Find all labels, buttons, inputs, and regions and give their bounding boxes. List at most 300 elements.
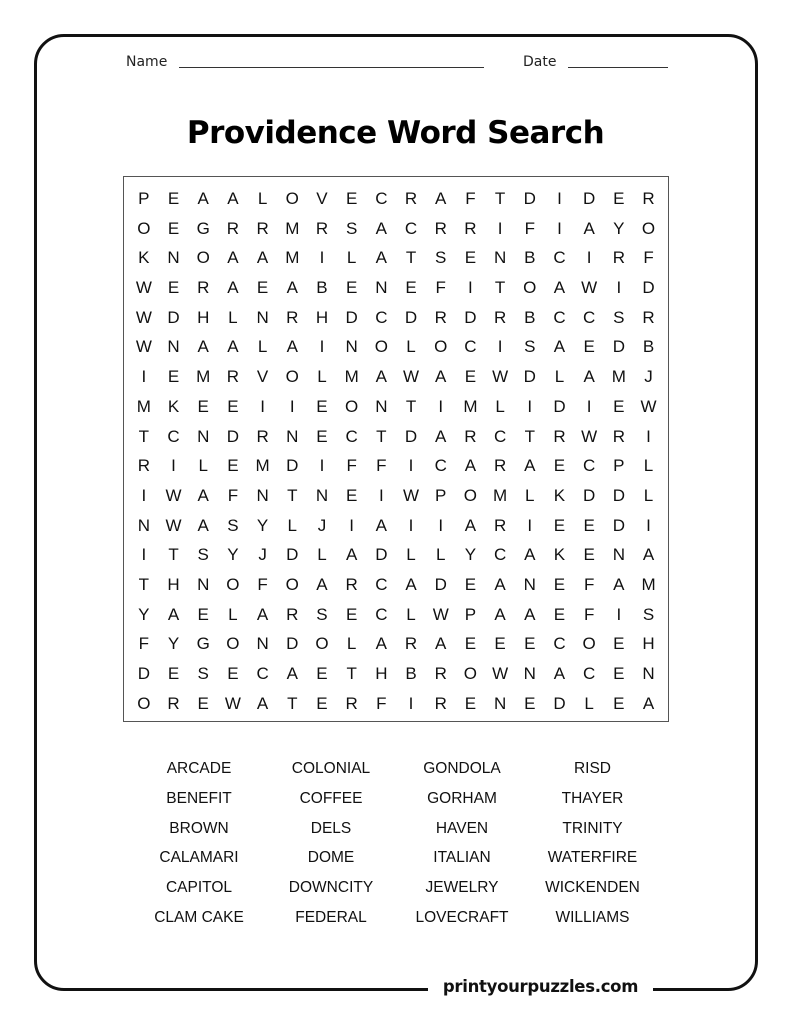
grid-cell[interactable]: E [494,634,506,654]
grid-cell[interactable]: O [641,218,656,238]
grid-cell[interactable]: E [553,515,566,535]
grid-cell[interactable]: I [557,189,562,208]
grid-cell[interactable]: A [524,456,536,476]
grid-cell[interactable]: M [285,248,300,268]
grid-cell[interactable]: C [553,248,566,268]
grid-cell[interactable]: E [316,426,328,446]
grid-cell[interactable]: T [168,545,179,565]
grid-cell[interactable]: P [138,189,150,208]
grid-cell[interactable]: T [346,664,357,683]
grid-cell[interactable]: E [197,604,209,624]
grid-cell[interactable]: I [527,515,533,535]
grid-cell[interactable]: D [553,396,566,416]
grid-cell[interactable]: L [495,396,505,416]
grid-cell[interactable]: Y [464,545,477,565]
grid-cell[interactable]: D [553,693,566,713]
grid-cell[interactable]: N [612,545,625,565]
grid-cell[interactable]: Y [227,545,239,565]
grid-cell[interactable]: E [167,664,180,683]
grid-cell[interactable]: R [286,307,299,327]
grid-cell[interactable]: R [345,574,358,594]
grid-cell[interactable]: I [319,456,325,476]
grid-cell[interactable]: A [286,278,298,298]
grid-cell[interactable]: R [286,604,299,624]
grid-cell[interactable]: N [493,693,507,713]
grid-cell[interactable]: I [438,515,444,535]
grid-cell[interactable]: A [464,456,477,476]
grid-cell[interactable]: V [316,189,328,208]
grid-cell[interactable]: A [494,574,506,594]
grid-cell[interactable]: I [378,485,384,505]
grid-cell[interactable]: E [316,693,328,713]
grid-cell[interactable]: C [464,337,477,357]
grid-cell[interactable]: F [227,485,239,505]
grid-cell[interactable]: A [435,426,447,446]
grid-cell[interactable]: I [289,396,295,416]
grid-cell[interactable]: L [554,367,565,387]
grid-cell[interactable]: D [286,634,299,654]
grid-cell[interactable]: R [315,218,329,238]
grid-cell[interactable]: A [256,693,269,713]
grid-cell[interactable]: R [434,664,447,683]
grid-cell[interactable]: E [197,693,209,713]
grid-cell[interactable]: F [257,574,268,594]
grid-cell[interactable]: N [256,307,269,327]
grid-cell[interactable]: N [315,485,329,505]
name-field-line[interactable] [179,67,484,68]
grid-cell[interactable]: A [553,664,566,683]
grid-cell[interactable]: M [493,485,508,505]
grid-cell[interactable]: N [256,634,269,654]
grid-cell[interactable]: C [553,307,566,327]
grid-cell[interactable]: E [167,218,180,238]
grid-cell[interactable]: A [435,367,447,387]
grid-cell[interactable]: J [644,367,653,387]
grid-cell[interactable]: N [375,278,388,298]
grid-cell[interactable]: L [435,545,446,565]
grid-cell[interactable]: W [135,278,152,298]
grid-cell[interactable]: F [465,189,476,208]
grid-cell[interactable]: T [287,693,298,713]
grid-cell[interactable]: D [583,189,596,208]
grid-cell[interactable]: I [171,456,176,476]
grid-cell[interactable]: W [135,337,152,357]
grid-cell[interactable]: D [464,307,477,327]
grid-cell[interactable]: B [316,278,328,298]
grid-cell[interactable]: R [493,515,507,535]
grid-cell[interactable]: A [227,337,239,357]
grid-cell[interactable]: W [224,693,241,713]
grid-cell[interactable]: Y [256,515,269,535]
grid-cell[interactable]: B [524,248,536,268]
grid-cell[interactable]: L [643,485,654,505]
grid-cell[interactable]: I [349,515,355,535]
grid-cell[interactable]: N [642,664,655,683]
grid-cell[interactable]: M [641,574,656,594]
grid-cell[interactable]: T [494,278,506,298]
grid-cell[interactable]: T [524,426,535,446]
grid-cell[interactable]: D [375,545,388,565]
grid-cell[interactable]: R [434,307,447,327]
grid-cell[interactable]: D [167,307,180,327]
grid-cell[interactable]: T [287,485,298,505]
grid-cell[interactable]: A [286,337,298,357]
grid-cell[interactable]: A [256,604,269,624]
grid-cell[interactable]: C [375,604,388,624]
grid-cell[interactable]: N [167,248,180,268]
grid-cell[interactable]: O [315,634,329,654]
grid-cell[interactable]: I [586,248,592,268]
grid-cell[interactable]: O [523,278,537,298]
grid-cell[interactable]: E [583,337,595,357]
grid-cell[interactable]: A [197,189,209,208]
grid-cell[interactable]: R [226,367,240,387]
grid-cell[interactable]: R [256,426,269,446]
grid-cell[interactable]: D [137,664,150,683]
grid-cell[interactable]: N [197,574,210,594]
grid-cell[interactable]: C [345,426,358,446]
grid-cell[interactable]: E [583,515,595,535]
grid-cell[interactable]: A [227,248,239,268]
grid-cell[interactable]: O [285,367,299,387]
grid-cell[interactable]: D [612,485,625,505]
grid-cell[interactable]: E [524,634,536,654]
grid-cell[interactable]: D [226,426,240,446]
grid-cell[interactable]: R [464,218,477,238]
grid-cell[interactable]: A [553,337,566,357]
grid-cell[interactable]: T [405,396,417,416]
grid-cell[interactable]: A [435,634,447,654]
grid-cell[interactable]: W [492,664,509,683]
grid-cell[interactable]: S [613,307,625,327]
grid-cell[interactable]: G [196,218,210,238]
grid-cell[interactable]: A [524,545,536,565]
grid-cell[interactable]: C [375,574,388,594]
grid-cell[interactable]: L [406,545,416,565]
grid-cell[interactable]: I [141,485,147,505]
grid-cell[interactable]: M [344,367,359,387]
grid-cell[interactable]: R [493,456,507,476]
grid-cell[interactable]: W [403,367,420,387]
grid-cell[interactable]: D [523,189,536,208]
grid-cell[interactable]: A [375,634,388,654]
grid-cell[interactable]: C [256,664,269,683]
date-field-line[interactable] [568,67,668,68]
grid-cell[interactable]: I [141,367,147,387]
grid-cell[interactable]: E [227,664,239,683]
grid-cell[interactable]: W [581,426,598,446]
grid-cell[interactable]: E [553,574,566,594]
grid-cell[interactable]: N [286,426,299,446]
grid-cell[interactable]: A [167,604,180,624]
grid-cell[interactable]: C [375,189,388,208]
grid-cell[interactable]: R [404,189,418,208]
grid-cell[interactable]: E [345,189,358,208]
grid-cell[interactable]: D [286,456,299,476]
grid-cell[interactable]: A [375,367,388,387]
grid-cell[interactable]: H [375,664,388,683]
grid-cell[interactable]: H [642,634,655,654]
grid-cell[interactable]: L [198,456,208,476]
grid-cell[interactable]: I [408,693,414,713]
grid-cell[interactable]: H [167,574,180,594]
grid-cell[interactable]: Y [138,604,150,624]
grid-cell[interactable]: O [137,693,151,713]
grid-cell[interactable]: O [345,396,359,416]
grid-cell[interactable]: T [138,574,150,594]
grid-cell[interactable]: C [375,307,388,327]
grid-cell[interactable]: O [463,485,478,505]
grid-cell[interactable]: L [228,604,238,624]
grid-cell[interactable]: L [257,189,268,208]
grid-cell[interactable]: R [345,693,358,713]
grid-cell[interactable]: G [196,634,210,654]
grid-cell[interactable]: A [553,278,566,298]
grid-cell[interactable]: I [497,218,503,238]
grid-cell[interactable]: D [523,367,536,387]
grid-cell[interactable]: W [640,396,657,416]
grid-cell[interactable]: F [346,456,357,476]
grid-cell[interactable]: A [613,574,625,594]
grid-cell[interactable]: F [138,634,150,654]
grid-cell[interactable]: R [553,426,566,446]
grid-cell[interactable]: K [138,248,150,268]
grid-cell[interactable]: E [167,367,180,387]
grid-cell[interactable]: R [434,218,447,238]
grid-cell[interactable]: D [612,337,625,357]
grid-cell[interactable]: S [197,545,209,565]
grid-cell[interactable]: Y [613,218,625,238]
grid-cell[interactable]: L [346,634,357,654]
grid-cell[interactable]: I [319,248,325,268]
grid-cell[interactable]: O [582,634,596,654]
grid-cell[interactable]: L [584,693,594,713]
grid-cell[interactable]: F [643,248,654,268]
grid-cell[interactable]: A [494,604,506,624]
grid-cell[interactable]: E [613,664,625,683]
grid-cell[interactable]: E [613,189,625,208]
grid-cell[interactable]: E [464,693,477,713]
grid-cell[interactable]: I [646,426,651,446]
grid-cell[interactable]: D [404,307,418,327]
grid-cell[interactable]: C [583,456,596,476]
grid-cell[interactable]: W [403,485,420,505]
grid-cell[interactable]: D [434,574,447,594]
grid-cell[interactable]: R [404,634,418,654]
grid-cell[interactable]: A [375,248,388,268]
grid-cell[interactable]: A [642,693,655,713]
grid-cell[interactable]: C [493,426,507,446]
grid-cell[interactable]: F [583,604,595,624]
grid-cell[interactable]: L [525,485,535,505]
grid-cell[interactable]: M [285,218,300,238]
grid-cell[interactable]: I [586,396,592,416]
grid-cell[interactable]: C [583,664,596,683]
grid-cell[interactable]: E [613,634,625,654]
grid-cell[interactable]: W [135,307,152,327]
grid-cell[interactable]: S [316,604,328,624]
grid-cell[interactable]: F [583,574,595,594]
grid-cell[interactable]: B [524,307,536,327]
grid-cell[interactable]: O [434,337,448,357]
grid-cell[interactable]: N [493,248,507,268]
grid-cell[interactable]: V [256,367,269,387]
grid-cell[interactable]: C [404,218,418,238]
grid-cell[interactable]: C [583,307,596,327]
grid-cell[interactable]: M [463,396,478,416]
grid-cell[interactable]: E [345,278,358,298]
grid-cell[interactable]: R [464,426,477,446]
grid-cell[interactable]: E [464,574,477,594]
grid-cell[interactable]: A [197,485,209,505]
grid-cell[interactable]: L [406,337,416,357]
grid-cell[interactable]: E [613,396,625,416]
grid-cell[interactable]: I [438,396,444,416]
grid-cell[interactable]: E [227,456,239,476]
grid-cell[interactable]: N [345,337,358,357]
grid-cell[interactable]: S [524,337,536,357]
grid-cell[interactable]: D [286,545,299,565]
grid-cell[interactable]: W [581,278,598,298]
grid-cell[interactable]: R [612,426,625,446]
grid-cell[interactable]: A [286,664,298,683]
grid-cell[interactable]: A [435,189,447,208]
grid-cell[interactable]: A [197,337,209,357]
grid-cell[interactable]: C [553,634,566,654]
grid-cell[interactable]: E [583,545,595,565]
grid-cell[interactable]: H [197,307,210,327]
grid-cell[interactable]: W [492,367,509,387]
grid-cell[interactable]: R [642,307,655,327]
grid-cell[interactable]: A [197,515,209,535]
grid-cell[interactable]: E [316,664,328,683]
grid-cell[interactable]: W [432,604,449,624]
grid-cell[interactable]: M [196,367,211,387]
grid-cell[interactable]: J [317,515,327,535]
grid-cell[interactable]: K [553,545,566,565]
grid-cell[interactable]: R [197,278,210,298]
grid-cell[interactable]: F [524,218,535,238]
grid-cell[interactable]: N [523,664,536,683]
grid-cell[interactable]: E [345,485,358,505]
grid-cell[interactable]: B [405,664,417,683]
grid-cell[interactable]: N [375,396,388,416]
grid-cell[interactable]: A [375,218,388,238]
grid-cell[interactable]: F [435,278,446,298]
grid-cell[interactable]: D [404,426,418,446]
grid-cell[interactable]: N [167,337,180,357]
grid-cell[interactable]: B [642,337,655,357]
grid-cell[interactable]: A [583,218,595,238]
grid-cell[interactable]: M [255,456,270,476]
grid-cell[interactable]: E [167,189,180,208]
grid-cell[interactable]: T [138,426,150,446]
grid-cell[interactable]: P [464,604,477,624]
grid-cell[interactable]: E [464,248,477,268]
grid-cell[interactable]: A [256,248,269,268]
grid-cell[interactable]: O [196,248,210,268]
grid-cell[interactable]: S [435,248,447,268]
grid-cell[interactable]: A [524,604,536,624]
grid-cell[interactable]: I [527,396,533,416]
grid-cell[interactable]: P [435,485,447,505]
grid-cell[interactable]: O [137,218,151,238]
grid-cell[interactable]: E [553,604,566,624]
grid-cell[interactable]: A [642,545,655,565]
grid-cell[interactable]: F [376,456,387,476]
grid-cell[interactable]: S [345,218,358,238]
grid-cell[interactable]: L [406,604,416,624]
grid-cell[interactable]: D [642,278,655,298]
grid-cell[interactable]: I [408,515,414,535]
grid-cell[interactable]: R [226,218,240,238]
grid-cell[interactable]: E [464,634,477,654]
grid-cell[interactable]: I [319,337,325,357]
grid-cell[interactable]: E [227,396,239,416]
grid-cell[interactable]: I [141,545,147,565]
grid-cell[interactable]: T [405,248,417,268]
grid-cell[interactable]: H [315,307,329,327]
grid-cell[interactable]: I [497,337,503,357]
grid-cell[interactable]: L [257,337,268,357]
grid-cell[interactable]: E [613,693,625,713]
grid-cell[interactable]: I [468,278,473,298]
grid-cell[interactable]: Y [167,634,180,654]
grid-cell[interactable]: A [345,545,358,565]
grid-cell[interactable]: I [408,456,414,476]
grid-cell[interactable]: R [167,693,180,713]
grid-cell[interactable]: O [285,574,299,594]
grid-cell[interactable]: F [376,693,387,713]
grid-cell[interactable]: R [434,693,447,713]
grid-cell[interactable]: A [405,574,417,594]
grid-cell[interactable]: T [494,189,506,208]
grid-cell[interactable]: D [345,307,358,327]
grid-cell[interactable]: R [493,307,507,327]
grid-cell[interactable]: L [287,515,298,535]
grid-cell[interactable]: W [165,485,182,505]
grid-cell[interactable]: E [464,367,477,387]
grid-cell[interactable]: O [226,574,240,594]
grid-cell[interactable]: C [434,456,447,476]
grid-cell[interactable]: O [285,189,299,208]
grid-cell[interactable]: E [167,278,180,298]
grid-cell[interactable]: L [346,248,357,268]
grid-cell[interactable]: I [646,515,651,535]
grid-cell[interactable]: E [345,604,358,624]
grid-cell[interactable]: R [642,189,655,208]
grid-cell[interactable]: D [612,515,625,535]
grid-cell[interactable]: N [197,426,210,446]
grid-cell[interactable]: N [523,574,536,594]
grid-cell[interactable]: E [405,278,417,298]
grid-cell[interactable]: W [165,515,182,535]
grid-cell[interactable]: I [616,278,622,298]
grid-cell[interactable]: N [137,515,150,535]
grid-cell[interactable]: I [616,604,622,624]
grid-cell[interactable]: C [493,545,507,565]
grid-cell[interactable]: A [464,515,477,535]
grid-cell[interactable]: S [227,515,239,535]
grid-cell[interactable]: A [583,367,595,387]
grid-cell[interactable]: A [316,574,328,594]
grid-cell[interactable]: R [256,218,269,238]
grid-cell[interactable]: R [612,248,625,268]
grid-cell[interactable]: M [136,396,151,416]
grid-cell[interactable]: L [643,456,654,476]
grid-cell[interactable]: I [557,218,562,238]
grid-cell[interactable]: O [463,664,478,683]
